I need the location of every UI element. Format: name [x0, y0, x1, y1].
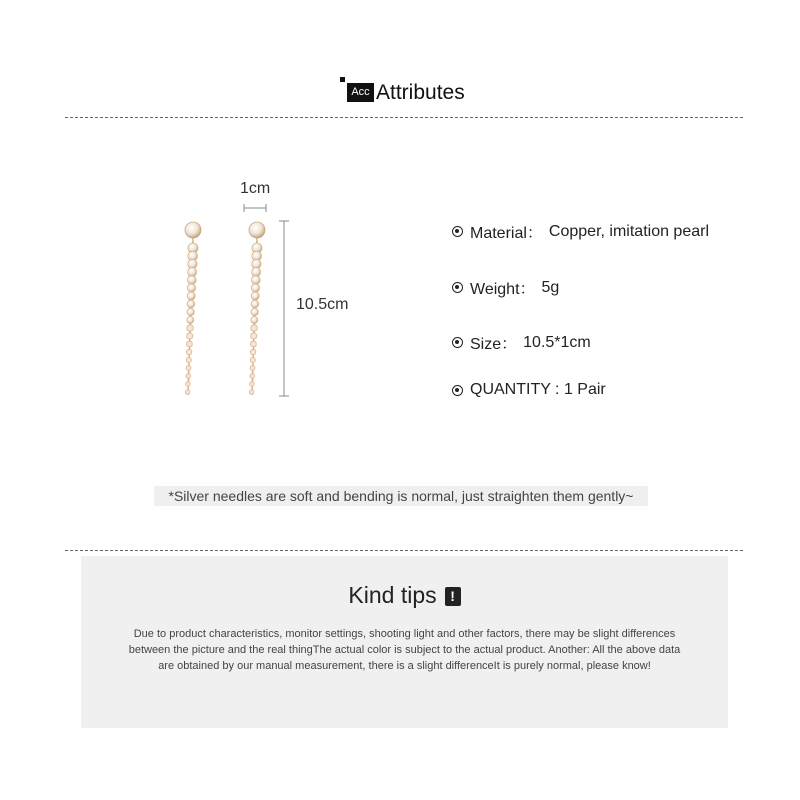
bullet-icon: [452, 226, 463, 237]
bullet-icon: [452, 385, 463, 396]
pearl-bead: [251, 308, 258, 315]
attr-label: Size：: [470, 336, 518, 353]
earring-left: [185, 222, 201, 395]
pearl-bead: [186, 382, 191, 387]
pearl-bead: [186, 349, 192, 355]
pearl-bead: [250, 341, 256, 347]
pearl-bead: [251, 292, 259, 300]
attr-label: Material：: [470, 225, 543, 242]
exclamation-icon: !: [445, 587, 461, 606]
pearl-bead: [185, 390, 190, 395]
height-marker: [276, 218, 292, 400]
pearl-bead: [251, 325, 258, 332]
pearl-bead: [187, 284, 195, 292]
kind-tips-panel: [81, 556, 728, 728]
height-label: 10.5cm: [296, 296, 349, 313]
pearl-bead: [186, 357, 191, 362]
pearl-bead: [250, 349, 256, 355]
pearl-bead: [251, 333, 257, 339]
attr-quantity: [452, 381, 606, 399]
attr-material: [452, 220, 709, 243]
kind-tips-body: Due to product characteristics, monitor settings, shooting light and other factors, there may be slight differences between the picture and the real thingThe actual color is subject to the actual product. Another: All the above data are obtained by our manual measurement, there is a slight differenceIt is purely normal, please know!: [128, 628, 681, 672]
bullet-icon: [452, 282, 463, 293]
pearl-bead: [187, 325, 194, 332]
width-label: 1cm: [240, 180, 271, 197]
pearl-bead: [187, 300, 195, 308]
top-divider: [65, 117, 743, 118]
pearl-bead: [187, 292, 195, 300]
header-badge: Acc: [347, 83, 374, 102]
attr-value: 10.5*1cm: [523, 333, 591, 351]
attr-label: Weight：: [470, 281, 536, 298]
pearl-bead: [251, 284, 259, 292]
attr-size: [452, 331, 591, 354]
pearl-bead: [252, 268, 261, 277]
attr-value: Copper, imitation pearl: [548, 222, 710, 240]
pearl-bead: [251, 300, 259, 308]
attr-weight: [452, 276, 559, 299]
page-title: Attributes: [376, 81, 465, 104]
bullet-icon: [452, 337, 463, 348]
pearl-bead: [186, 366, 191, 371]
pearl-bead: [187, 308, 194, 315]
care-note: *Silver needles are soft and bending is normal, just straighten them gently~: [154, 486, 648, 506]
pearl-bead: [251, 317, 258, 324]
pearl-bead: [250, 357, 255, 362]
pearl-bead: [251, 276, 260, 285]
pearl-bead: [249, 390, 254, 395]
pearl-bead: [250, 382, 255, 387]
pearl-bead: [250, 366, 255, 371]
header-dot-icon: [340, 77, 345, 82]
pearl-bead: [187, 333, 193, 339]
pearl-bead: [250, 374, 255, 379]
attr-value: 5g: [541, 278, 560, 296]
bottom-divider: [65, 550, 743, 551]
pearl-bead: [186, 374, 191, 379]
width-marker: [240, 202, 270, 214]
pearl-bead: [188, 268, 197, 277]
pearl-bead: [187, 276, 196, 285]
pearl-bead: [186, 341, 192, 347]
kind-tips-title: Kind tips: [348, 582, 437, 608]
kind-tips-heading: [81, 582, 728, 609]
attr-label: QUANTITY : 1 Pair: [470, 381, 606, 398]
earring-right: [249, 222, 265, 395]
pearl-bead: [187, 317, 194, 324]
